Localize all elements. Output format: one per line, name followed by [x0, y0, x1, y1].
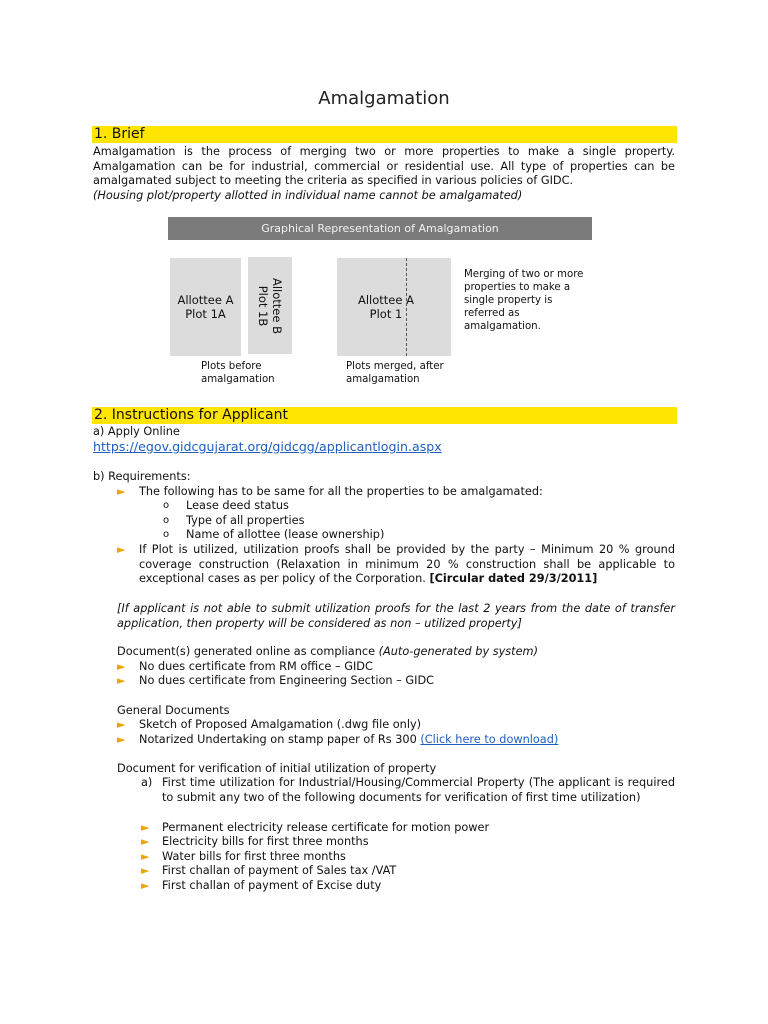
requirement-1: The following has to be same for all the properties to be amalgamated: [139, 485, 543, 498]
arrow-bullet-icon: ► [117, 674, 126, 687]
page-title: Amalgamation [318, 88, 450, 109]
arrow-bullet-icon: ► [141, 821, 150, 834]
brief-note: (Housing plot/property allotted in individual name cannot be amalgamated) [93, 189, 523, 202]
plot-b-line2: Plot 1B [256, 285, 271, 326]
caption-before: Plots before amalgamation [201, 361, 275, 385]
online-doc-2: No dues certificate from Engineering Section – GIDC [139, 674, 435, 687]
sub-requirement-1: Lease deed status [186, 499, 289, 512]
download-link[interactable]: (Click here to download) [420, 733, 559, 746]
merge-divider-line [406, 258, 407, 356]
arrow-bullet-icon: ► [117, 543, 126, 556]
verification-a: First time utilization for Industrial/Housing/Commercial Property (The applicant is required to submit any two of the following documents for verification of first time utilization) [162, 776, 675, 804]
brief-paragraph: Amalgamation is the process of merging two or more properties to make a single property. Amalgamation can be for industrial, commercial or residential use. All type of properties can be amalgamated subject to meeting the criteria as specified in various policies of GIDC. [93, 145, 675, 188]
arrow-bullet-icon: ► [141, 879, 150, 892]
arrow-bullet-icon: ► [117, 733, 126, 746]
verification-a-label: a) [141, 776, 153, 789]
graphic-title-bar: Graphical Representation of Amalgamation [168, 217, 592, 240]
docs-online-label: Document(s) generated online as compliance (Auto-generated by system) [117, 645, 538, 658]
verification-doc-3: Water bills for first three months [162, 850, 346, 863]
arrow-bullet-icon: ► [141, 850, 150, 863]
utilization-note: [If applicant is not able to submit utilization proofs for the last 2 years from the date of transfer application, then property will be considered as non – utilized property] [117, 602, 675, 630]
section-heading-brief: 1. Brief [92, 126, 677, 143]
requirements-label: b) Requirements: [93, 470, 191, 483]
arrow-bullet-icon: ► [117, 660, 126, 673]
graphic-description: Merging of two or more properties to make a single property is referred as amalgamation. [464, 269, 584, 332]
arrow-bullet-icon: ► [141, 864, 150, 877]
circle-bullet-icon: o [163, 500, 170, 511]
general-doc-2: Notarized Undertaking on stamp paper of Rs 300 (Click here to download) [139, 733, 559, 746]
plot-a-line2: Plot 1A [185, 307, 226, 321]
verification-doc-4: First challan of payment of Sales tax /VAT [162, 864, 397, 877]
section-heading-instructions: 2. Instructions for Applicant [92, 407, 677, 424]
verification-label: Document for verification of initial utilization of property [117, 762, 437, 775]
plot-1a-box [170, 258, 241, 356]
verification-doc-1: Permanent electricity release certificate for motion power [162, 821, 490, 834]
merged-line2: Plot 1 [369, 307, 403, 321]
caption-after: Plots merged, after amalgamation [346, 361, 444, 385]
plot-b-line1: Allottee B [270, 277, 285, 334]
merged-line1: Allottee A [358, 293, 414, 307]
general-docs-label: General Documents [117, 704, 230, 717]
circular-reference: [Circular dated 29/3/2011] [429, 572, 598, 586]
online-doc-1: No dues certificate from RM office – GIDC [139, 660, 373, 673]
plot-a-line1: Allottee A [177, 293, 234, 307]
verification-doc-2: Electricity bills for first three months [162, 835, 369, 848]
circle-bullet-icon: o [163, 515, 170, 526]
apply-online-link[interactable]: https://egov.gidcgujarat.org/gidcgg/applicantlogin.aspx [93, 439, 442, 454]
plot-1b-box [248, 257, 292, 354]
sub-requirement-3: Name of allottee (lease ownership) [186, 528, 385, 541]
requirement-2: If Plot is utilized, utilization proofs shall be provided by the party – Minimum 20 % ground coverage construction (Relaxation in minimum 20 % construction shall be applicable to exceptional cases as per policy of the Corporation. [Circular dated 29/3/2011] [139, 543, 675, 586]
sub-requirement-2: Type of all properties [186, 514, 305, 527]
arrow-bullet-icon: ► [117, 485, 126, 498]
merged-plot-box [337, 258, 451, 356]
apply-online-label: a) Apply Online [93, 425, 180, 438]
general-doc-1: Sketch of Proposed Amalgamation (.dwg file only) [139, 718, 422, 731]
arrow-bullet-icon: ► [117, 718, 126, 731]
verification-doc-5: First challan of payment of Excise duty [162, 879, 382, 892]
arrow-bullet-icon: ► [141, 835, 150, 848]
circle-bullet-icon: o [163, 529, 170, 540]
